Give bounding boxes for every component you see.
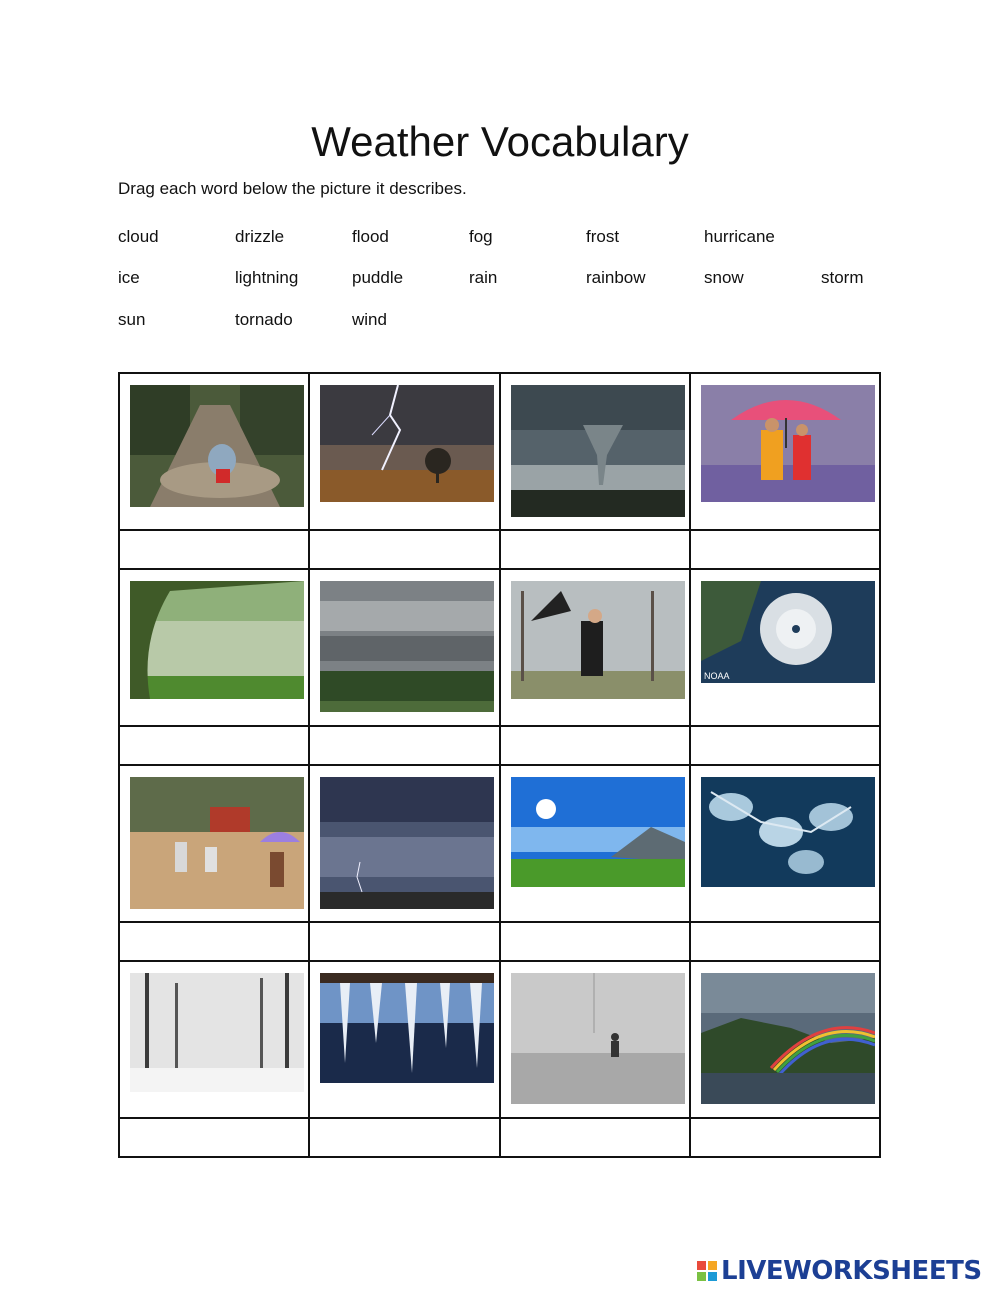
noaa-caption: NOAA <box>703 671 730 681</box>
answer-cell[interactable] <box>119 530 309 569</box>
word-chip[interactable]: tornado <box>235 310 293 329</box>
answer-input[interactable] <box>691 923 879 960</box>
answer-cell[interactable] <box>309 922 499 961</box>
lightning-photo <box>320 385 494 502</box>
word-chip[interactable]: puddle <box>352 268 404 287</box>
puddle-photo <box>130 385 304 507</box>
answer-input[interactable] <box>501 727 689 764</box>
word-chip[interactable]: drizzle <box>235 227 285 246</box>
storm-clouds-photo <box>320 777 494 909</box>
liveworksheets-logo <box>697 1256 982 1286</box>
picture-cell <box>500 765 690 922</box>
answer-cell[interactable] <box>690 530 880 569</box>
picture-cell <box>309 373 499 530</box>
logo-block <box>708 1261 717 1270</box>
word-chip[interactable]: hurricane <box>704 227 775 246</box>
sunny-sky-photo <box>511 777 685 887</box>
page-title: Weather Vocabulary <box>311 118 689 165</box>
foggy-road-photo <box>511 973 685 1104</box>
answer-input[interactable] <box>120 727 308 764</box>
logo-block <box>697 1272 706 1281</box>
picture-cell <box>690 961 880 1118</box>
hurricane-satellite-photo <box>701 581 875 683</box>
answer-cell[interactable] <box>500 726 690 765</box>
cloudy-sky-photo <box>320 581 494 712</box>
rain-umbrella-photo <box>701 385 875 502</box>
frost-leaves-photo <box>701 777 875 887</box>
answer-cell[interactable] <box>500 1118 690 1157</box>
tornado-photo <box>511 385 685 517</box>
word-chip[interactable]: storm <box>821 268 864 287</box>
rainbow-lake-photo <box>701 973 875 1104</box>
picture-cell <box>119 765 309 922</box>
answer-cell[interactable] <box>119 922 309 961</box>
answer-cell[interactable] <box>690 922 880 961</box>
picture-cell <box>309 961 499 1118</box>
word-chip[interactable]: fog <box>469 227 493 246</box>
answer-input[interactable] <box>120 531 308 568</box>
answer-input[interactable] <box>501 531 689 568</box>
picture-cell <box>690 373 880 530</box>
answer-input[interactable] <box>501 1119 689 1156</box>
answer-input[interactable] <box>310 1119 498 1156</box>
picture-grid <box>118 372 881 1158</box>
answer-input[interactable] <box>501 923 689 960</box>
icicles-photo <box>320 973 494 1083</box>
flood-street-photo <box>130 777 304 909</box>
logo-text: LIVEWORKSHEETS <box>721 1256 982 1286</box>
answer-cell[interactable] <box>309 530 499 569</box>
word-chip[interactable]: rain <box>469 268 498 287</box>
word-chip[interactable]: wind <box>352 310 387 329</box>
picture-cell <box>309 765 499 922</box>
answer-input[interactable] <box>310 531 498 568</box>
answer-input[interactable] <box>691 727 879 764</box>
word-chip[interactable]: rainbow <box>586 268 646 287</box>
logo-block <box>708 1272 717 1281</box>
picture-cell <box>119 569 309 726</box>
word-bank <box>118 0 918 340</box>
picture-cell <box>500 961 690 1118</box>
logo-blocks-icon <box>697 1261 717 1281</box>
answer-input[interactable] <box>691 1119 879 1156</box>
answer-input[interactable] <box>691 531 879 568</box>
snowy-trees-photo <box>130 973 304 1092</box>
picture-cell <box>500 373 690 530</box>
picture-cell <box>119 961 309 1118</box>
answer-cell[interactable] <box>309 726 499 765</box>
picture-cell <box>309 569 499 726</box>
word-chip[interactable]: cloud <box>118 227 159 246</box>
picture-cell <box>500 569 690 726</box>
drizzle-pond-photo <box>130 581 304 699</box>
answer-cell[interactable] <box>119 1118 309 1157</box>
word-chip[interactable]: lightning <box>235 268 299 287</box>
answer-input[interactable] <box>120 1119 308 1156</box>
answer-input[interactable] <box>310 727 498 764</box>
logo-block <box>697 1261 706 1270</box>
picture-cell <box>690 765 880 922</box>
picture-cell <box>690 569 880 726</box>
answer-cell[interactable] <box>500 922 690 961</box>
picture-cell <box>119 373 309 530</box>
answer-input[interactable] <box>120 923 308 960</box>
answer-cell[interactable] <box>690 1118 880 1157</box>
word-chip[interactable]: frost <box>586 227 620 246</box>
answer-cell[interactable] <box>690 726 880 765</box>
answer-cell[interactable] <box>500 530 690 569</box>
instructions: Drag each word below the picture it describes. <box>118 179 467 198</box>
answer-input[interactable] <box>310 923 498 960</box>
answer-cell[interactable] <box>309 1118 499 1157</box>
answer-cell[interactable] <box>119 726 309 765</box>
word-chip[interactable]: snow <box>704 268 744 287</box>
word-chip[interactable]: flood <box>352 227 389 246</box>
wind-umbrella-photo <box>511 581 685 699</box>
word-chip[interactable]: sun <box>118 310 146 329</box>
word-chip[interactable]: ice <box>118 268 140 287</box>
